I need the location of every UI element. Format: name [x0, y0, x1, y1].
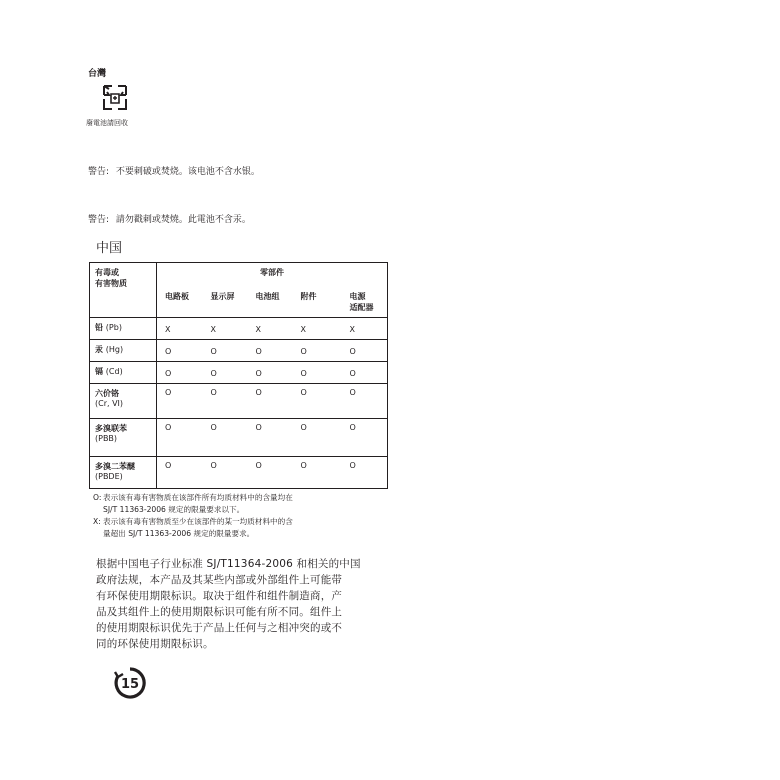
paragraph-line: 同的环保使用期限标识。: [96, 638, 214, 650]
hazardous-substance-table: [89, 262, 388, 489]
paragraph-line: 品及其组件上的使用期限标识可能有所不同。组件上: [96, 606, 343, 618]
table-cell: X: [342, 318, 388, 340]
table-cell: O: [293, 384, 342, 419]
table-cell: X: [157, 318, 203, 340]
table-cell: O: [157, 419, 203, 457]
parts-group-header: 零部件: [260, 268, 284, 277]
note-line: 量超出 SJ/T 11363-2006 规定的限量要求。: [103, 529, 255, 538]
taiwan-recycle-caption: 廢電池請回收: [86, 119, 128, 127]
paragraph-line: 根据中国电子行业标准 SJ/T11364-2006 和相关的中国: [96, 558, 361, 570]
substance-name: 六价铬 (Cr, VI): [90, 384, 157, 419]
battery-recycle-icon: [101, 85, 129, 110]
table-cell: O: [293, 340, 342, 362]
environment-friendly-use-period-icon: [113, 666, 147, 700]
note-o: [93, 492, 393, 516]
table-corner-header: [90, 263, 157, 318]
table-cell: O: [248, 384, 293, 419]
table-cell: O: [342, 362, 388, 384]
table-cell: O: [248, 457, 293, 489]
table-cell: O: [157, 457, 203, 489]
efup-years: 15: [120, 677, 140, 692]
table-notes: [93, 492, 393, 540]
table-cell: X: [293, 318, 342, 340]
warning-label: 警告:: [88, 215, 110, 225]
table-cell: X: [248, 318, 293, 340]
column-header-line: 电源: [349, 291, 366, 301]
column-header: 显示屏: [210, 291, 235, 301]
substance-name: 多溴联苯 (PBB): [90, 419, 157, 457]
table-cell: O: [203, 340, 248, 362]
efup-paragraph: [96, 556, 392, 652]
warning-text: 不要刺破或焚烧。该电池不含水银。: [115, 167, 260, 177]
table-cell: O: [342, 457, 388, 489]
table-row: [90, 384, 388, 419]
note-x: [93, 516, 393, 540]
table-cell: O: [342, 340, 388, 362]
table-row: [90, 457, 388, 489]
table-cell: X: [203, 318, 248, 340]
table-cell: O: [293, 362, 342, 384]
table-cell: O: [203, 384, 248, 419]
corner-line: 有害物质: [95, 279, 127, 288]
table-cell: O: [293, 419, 342, 457]
paragraph-line: 有环保使用期限标识。取决于组件和组件制造商，产: [96, 590, 343, 602]
column-header: 附件: [300, 291, 317, 301]
china-title: 中国: [96, 241, 123, 256]
substance-name: 镉 (Cd): [90, 362, 157, 384]
paragraph-line: 政府法规，本产品及其某些内部或外部组件上可能带: [96, 574, 343, 586]
table-row: [90, 362, 388, 384]
column-header: [342, 285, 388, 318]
note-line: 表示该有毒有害物质至少在该部件的某一均质材料中的含: [103, 517, 293, 526]
column-header-line: 适配器: [349, 302, 374, 312]
column-header: 电池组: [255, 291, 280, 301]
table-cell: O: [248, 419, 293, 457]
corner-line: 有毒或: [95, 268, 119, 277]
table-row: [90, 340, 388, 362]
table-cell: O: [157, 384, 203, 419]
table-row: [90, 318, 388, 340]
table-cell: O: [203, 419, 248, 457]
table-cell: O: [203, 457, 248, 489]
note-key: X:: [93, 517, 101, 526]
taiwan-title: 台灣: [88, 69, 107, 79]
table-cell: O: [203, 362, 248, 384]
table-cell: O: [342, 419, 388, 457]
table-cell: O: [342, 384, 388, 419]
table-cell: O: [157, 362, 203, 384]
substance-name: 多溴二苯醚 (PBDE): [90, 457, 157, 489]
column-header: 电路板: [165, 291, 189, 301]
note-line: SJ/T 11363-2006 规定的限量要求以下。: [103, 505, 245, 514]
table-cell: O: [157, 340, 203, 362]
substance-name: 汞 (Hg): [90, 340, 157, 362]
note-key: O:: [93, 493, 102, 502]
warning-traditional: [88, 212, 251, 225]
table-cell: O: [248, 362, 293, 384]
warning-simplified: [88, 164, 260, 177]
warning-label: 警告:: [88, 167, 110, 177]
table-row: [90, 419, 388, 457]
paragraph-line: 的使用期限标识优先于产品上任何与之相冲突的或不: [96, 622, 343, 634]
table-cell: O: [293, 457, 342, 489]
warning-text: 請勿戳刺或焚燒。此電池不含汞。: [115, 215, 251, 225]
note-line: 表示该有毒有害物质在该部件所有均质材料中的含量均在: [103, 493, 293, 502]
substance-name: 铅 (Pb): [90, 318, 157, 340]
table-cell: O: [248, 340, 293, 362]
